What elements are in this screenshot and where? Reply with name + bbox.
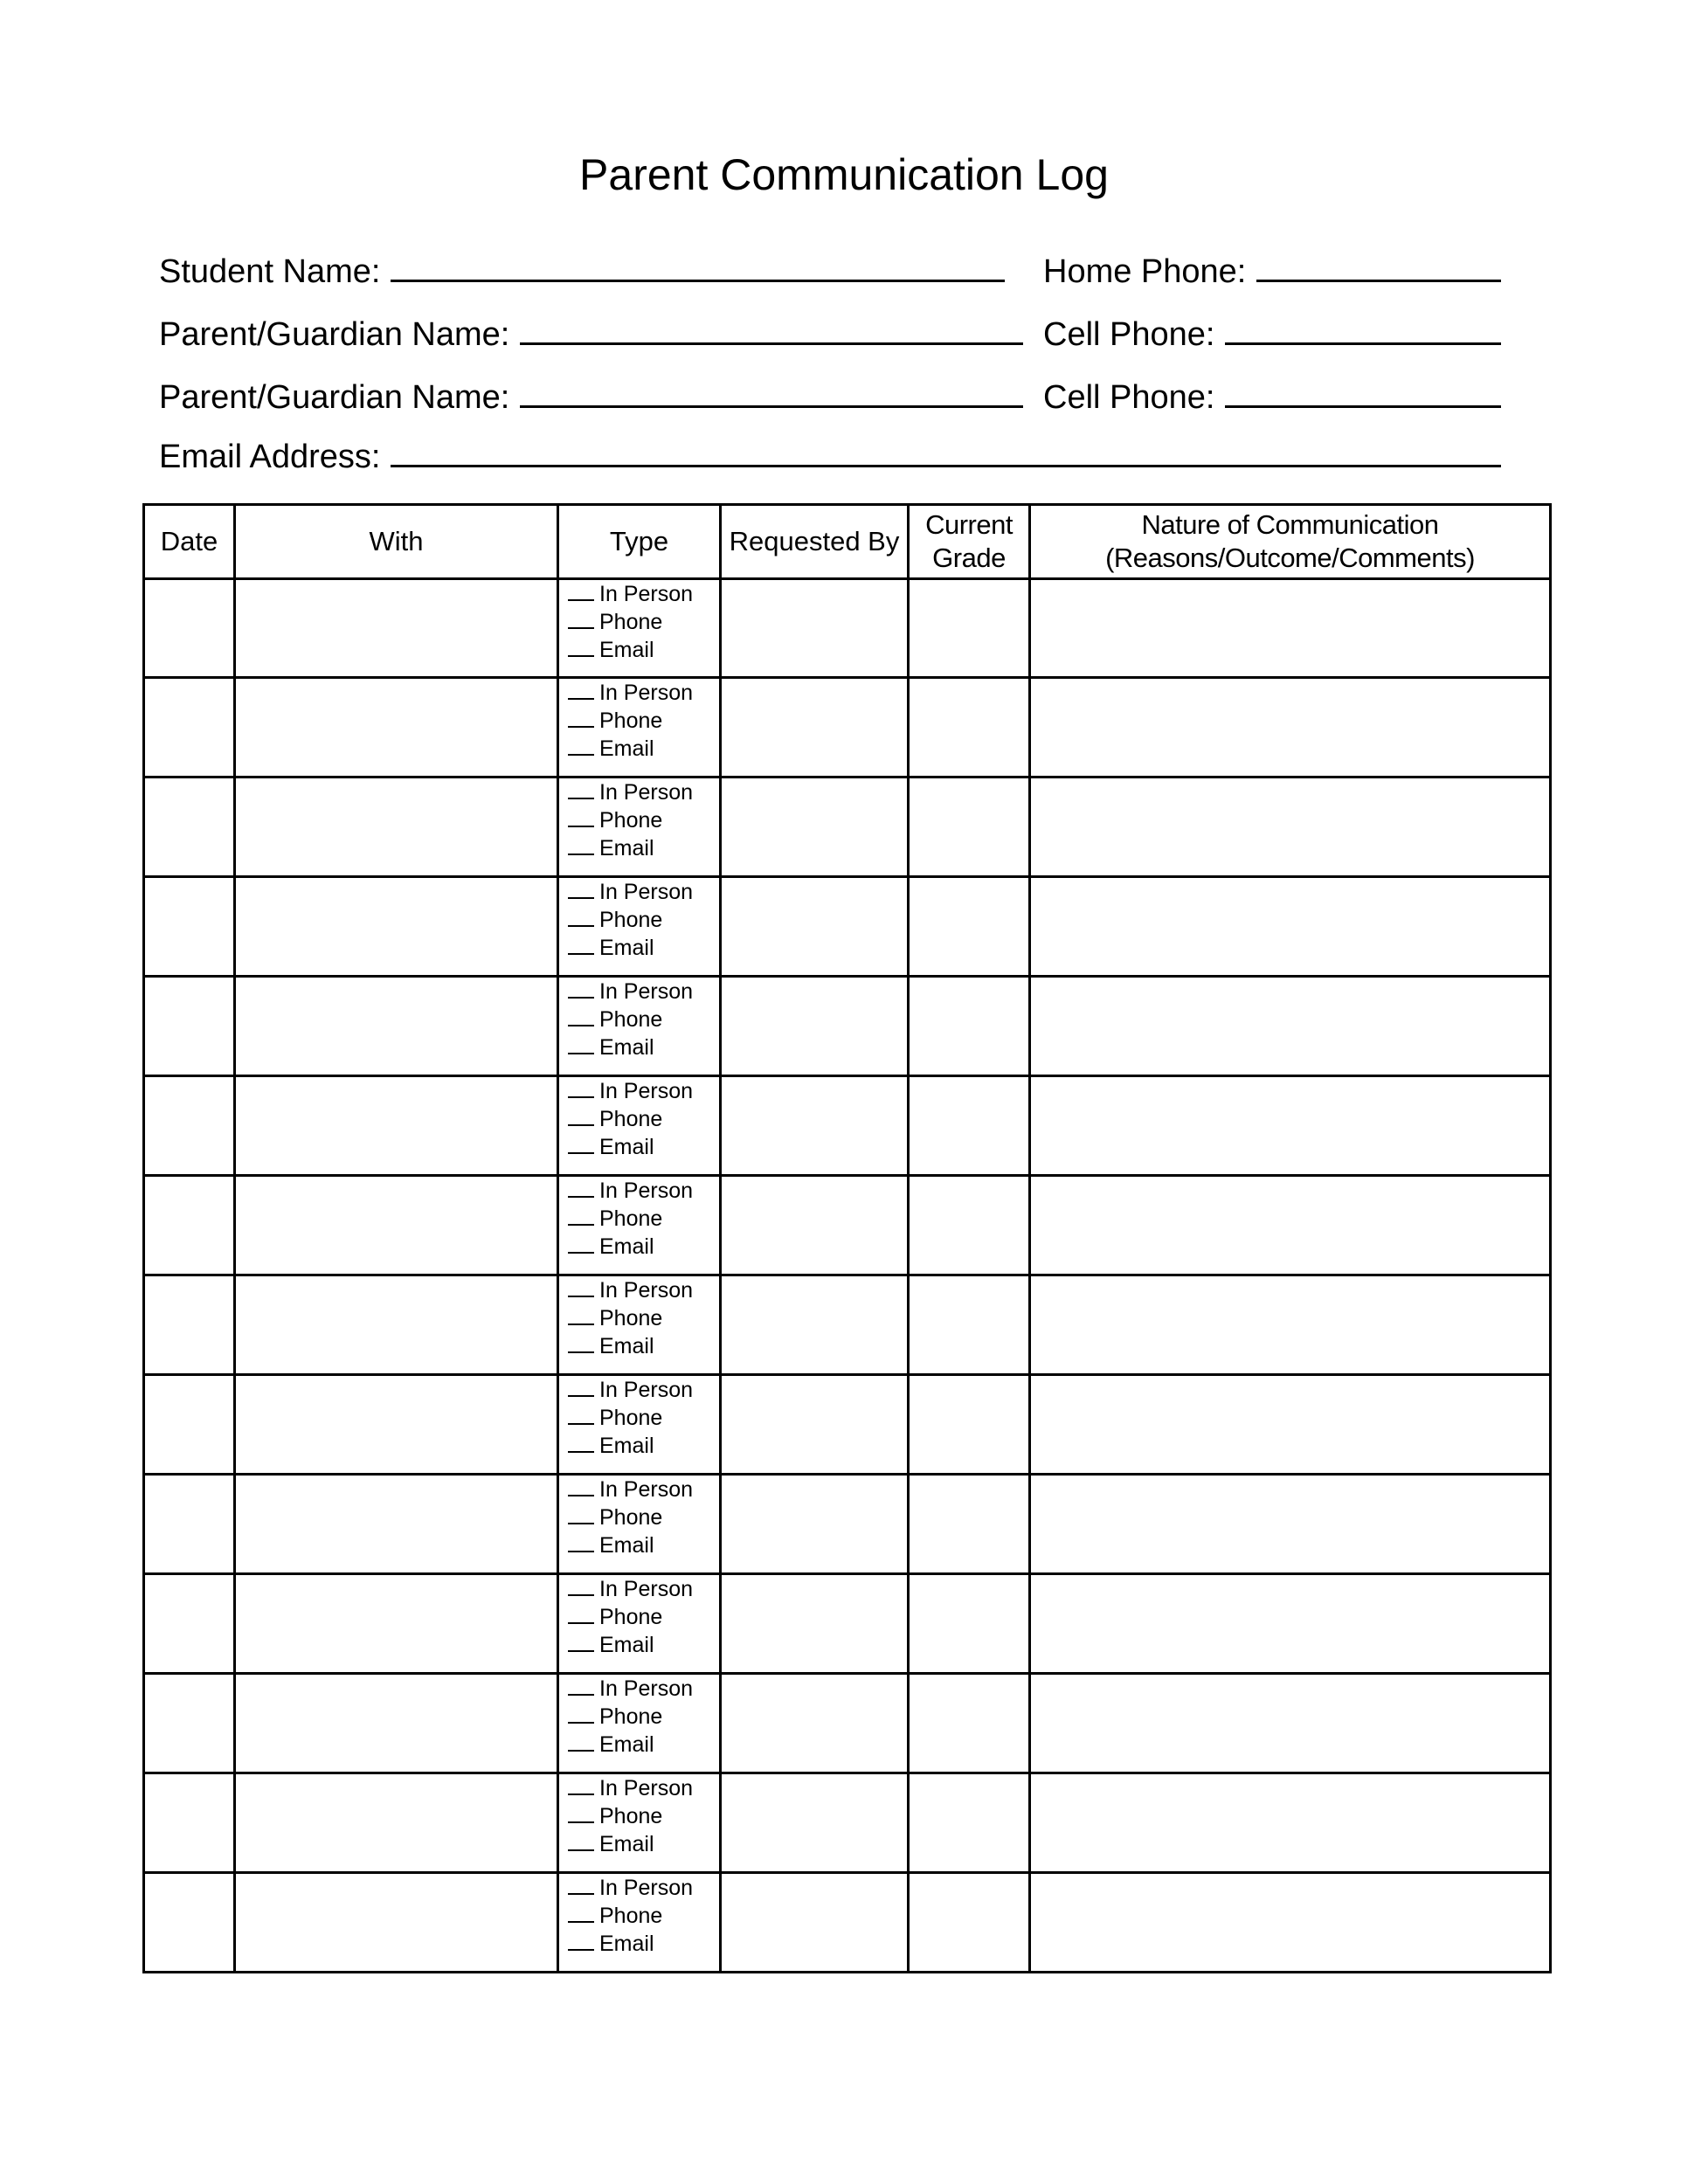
header-requested-by: Requested By: [721, 505, 909, 579]
requested-by-cell[interactable]: [721, 1076, 909, 1176]
type-option-label: In Person: [599, 1876, 694, 1900]
with-cell[interactable]: [235, 579, 558, 678]
type-option-label: Phone: [599, 1206, 663, 1231]
type-option[interactable]: [568, 1774, 719, 1802]
header-type: Type: [558, 505, 721, 579]
type-option-blank[interactable]: [568, 1932, 594, 1951]
with-cell[interactable]: [235, 1574, 558, 1674]
date-cell[interactable]: [144, 1773, 235, 1873]
current-grade-cell[interactable]: [909, 977, 1030, 1076]
type-option-blank[interactable]: [568, 1007, 594, 1026]
header-with: With: [235, 505, 558, 579]
type-option-label: Phone: [599, 1406, 663, 1430]
home-phone-field[interactable]: [1043, 252, 1501, 292]
type-option-label: Email: [599, 638, 654, 662]
requested-by-cell[interactable]: [721, 1574, 909, 1674]
parent-name-line-1[interactable]: [520, 316, 1023, 345]
nature-cell[interactable]: [1030, 778, 1551, 877]
with-cell[interactable]: [235, 1773, 558, 1873]
table-row: [144, 1773, 1551, 1873]
with-cell[interactable]: [235, 1176, 558, 1275]
type-option-label: In Person: [599, 880, 694, 904]
type-option-label: Phone: [599, 1007, 663, 1032]
type-option-label: In Person: [599, 1278, 694, 1303]
current-grade-cell[interactable]: [909, 678, 1030, 778]
type-option[interactable]: [568, 1404, 719, 1432]
type-cell: [558, 1076, 721, 1176]
with-cell[interactable]: [235, 877, 558, 977]
type-cell: [558, 778, 721, 877]
table-row: [144, 977, 1551, 1076]
nature-cell[interactable]: [1030, 1475, 1551, 1574]
type-option[interactable]: [568, 834, 719, 862]
communication-log-table: [142, 503, 1552, 1973]
current-grade-cell[interactable]: [909, 1574, 1030, 1674]
type-option-blank[interactable]: [568, 1577, 594, 1596]
type-option-label: Phone: [599, 1505, 663, 1530]
header-date: Date: [144, 505, 235, 579]
type-option-blank[interactable]: [568, 1804, 594, 1823]
type-option[interactable]: [568, 636, 719, 664]
student-name-field[interactable]: [159, 252, 1005, 292]
type-option[interactable]: [568, 1233, 719, 1261]
type-option-label: Email: [599, 1533, 654, 1558]
home-phone-label: Home Phone:: [1043, 253, 1247, 290]
nature-cell[interactable]: [1030, 1674, 1551, 1773]
type-option[interactable]: [568, 735, 719, 763]
type-option-blank[interactable]: [568, 908, 594, 927]
nature-cell[interactable]: [1030, 1873, 1551, 1973]
date-cell[interactable]: [144, 778, 235, 877]
type-option-blank[interactable]: [568, 1234, 594, 1254]
date-cell[interactable]: [144, 579, 235, 678]
current-grade-cell[interactable]: [909, 579, 1030, 678]
type-option-blank[interactable]: [568, 610, 594, 629]
cell-phone-line-2[interactable]: [1225, 379, 1501, 408]
parent-name-label-2: Parent/Guardian Name:: [159, 379, 510, 416]
nature-cell[interactable]: [1030, 977, 1551, 1076]
type-option-label: Email: [599, 1434, 654, 1458]
type-option[interactable]: [568, 1575, 719, 1603]
type-option[interactable]: [568, 1133, 719, 1161]
type-option[interactable]: [568, 1077, 719, 1105]
nature-cell[interactable]: [1030, 877, 1551, 977]
type-option-blank[interactable]: [568, 1704, 594, 1724]
with-cell[interactable]: [235, 1873, 558, 1973]
type-option-label: Email: [599, 1135, 654, 1159]
cell-phone-label-2: Cell Phone:: [1043, 379, 1215, 416]
email-address-line[interactable]: [391, 439, 1501, 467]
type-cell: [558, 877, 721, 977]
type-option[interactable]: [568, 1531, 719, 1559]
type-option-label: Phone: [599, 1904, 663, 1928]
cell-phone-field-2[interactable]: [1043, 377, 1501, 418]
type-cell: [558, 1574, 721, 1674]
type-cell: [558, 1375, 721, 1475]
current-grade-cell[interactable]: [909, 1773, 1030, 1873]
nature-cell[interactable]: [1030, 1076, 1551, 1176]
type-option-blank[interactable]: [568, 638, 594, 657]
table-body: [144, 579, 1551, 1973]
requested-by-cell[interactable]: [721, 1176, 909, 1275]
nature-cell[interactable]: [1030, 678, 1551, 778]
type-option[interactable]: [568, 707, 719, 735]
type-option-blank[interactable]: [568, 1505, 594, 1524]
type-option[interactable]: [568, 806, 719, 834]
type-option-blank[interactable]: [568, 681, 594, 700]
type-option[interactable]: [568, 1930, 719, 1958]
with-cell[interactable]: [235, 977, 558, 1076]
type-option[interactable]: [568, 1105, 719, 1133]
requested-by-cell[interactable]: [721, 579, 909, 678]
type-option[interactable]: [568, 1731, 719, 1759]
cell-phone-label-1: Cell Phone:: [1043, 316, 1215, 353]
type-option-blank[interactable]: [568, 836, 594, 855]
type-option-blank[interactable]: [568, 1732, 594, 1752]
type-option-label: In Person: [599, 1178, 694, 1203]
table-row: [144, 1176, 1551, 1275]
type-option[interactable]: [568, 934, 719, 962]
current-grade-cell[interactable]: [909, 1375, 1030, 1475]
current-grade-cell[interactable]: [909, 1275, 1030, 1375]
date-cell[interactable]: [144, 1275, 235, 1375]
header-current-grade: [909, 505, 1030, 579]
type-option[interactable]: [568, 1006, 719, 1033]
type-option-blank[interactable]: [568, 1334, 594, 1353]
type-option-blank[interactable]: [568, 1832, 594, 1851]
type-cell: [558, 1873, 721, 1973]
type-option-blank[interactable]: [568, 1904, 594, 1923]
date-cell[interactable]: [144, 1176, 235, 1275]
date-cell[interactable]: [144, 1574, 235, 1674]
type-option[interactable]: [568, 978, 719, 1006]
type-option-blank[interactable]: [568, 1178, 594, 1198]
date-cell[interactable]: [144, 1076, 235, 1176]
current-grade-cell[interactable]: [909, 1475, 1030, 1574]
type-option[interactable]: [568, 1376, 719, 1404]
type-option-label: Email: [599, 936, 654, 960]
type-option[interactable]: [568, 1304, 719, 1332]
cell-phone-line-1[interactable]: [1225, 316, 1501, 345]
type-option[interactable]: [568, 1874, 719, 1902]
type-cell: [558, 579, 721, 678]
type-option-label: Email: [599, 836, 654, 860]
type-option-label: Email: [599, 1633, 654, 1657]
type-option-blank[interactable]: [568, 1605, 594, 1624]
current-grade-cell[interactable]: [909, 778, 1030, 877]
type-option-blank[interactable]: [568, 936, 594, 955]
type-option-label: Phone: [599, 808, 663, 833]
parent-name-field-1[interactable]: [159, 314, 1023, 355]
type-option[interactable]: [568, 1332, 719, 1360]
type-option-blank[interactable]: [568, 1035, 594, 1054]
nature-cell[interactable]: [1030, 1275, 1551, 1375]
type-option-blank[interactable]: [568, 1676, 594, 1696]
type-option[interactable]: [568, 1205, 719, 1233]
table-row: [144, 1674, 1551, 1773]
type-option-label: Phone: [599, 610, 663, 634]
type-option-blank[interactable]: [568, 880, 594, 899]
type-option[interactable]: [568, 1503, 719, 1531]
type-option-blank[interactable]: [568, 1079, 594, 1098]
type-cell: [558, 1275, 721, 1375]
with-cell[interactable]: [235, 1475, 558, 1574]
type-option[interactable]: [568, 1902, 719, 1930]
date-cell[interactable]: [144, 977, 235, 1076]
requested-by-cell[interactable]: [721, 1873, 909, 1973]
type-option-label: In Person: [599, 780, 694, 805]
current-grade-cell[interactable]: [909, 1873, 1030, 1973]
type-option-blank[interactable]: [568, 1876, 594, 1895]
requested-by-cell[interactable]: [721, 1375, 909, 1475]
nature-cell[interactable]: [1030, 1375, 1551, 1475]
type-option-blank[interactable]: [568, 808, 594, 827]
date-cell[interactable]: [144, 678, 235, 778]
type-cell: [558, 1773, 721, 1873]
page-title: Parent Communication Log: [579, 150, 1109, 199]
current-grade-cell[interactable]: [909, 1076, 1030, 1176]
table-row: [144, 678, 1551, 778]
type-option-label: Phone: [599, 1306, 663, 1330]
header-nature-line-1: Nature of Communication: [1141, 509, 1439, 540]
type-option[interactable]: [568, 878, 719, 906]
header-current-grade-line-2: Grade: [932, 543, 1006, 573]
type-option[interactable]: [568, 580, 719, 608]
type-option-label: Phone: [599, 1605, 663, 1629]
type-option-blank[interactable]: [568, 736, 594, 756]
table-header-row: [144, 505, 1551, 579]
type-option[interactable]: [568, 679, 719, 707]
type-option-label: In Person: [599, 1079, 694, 1103]
table-row: [144, 579, 1551, 678]
table-row: [144, 1475, 1551, 1574]
type-option[interactable]: [568, 1033, 719, 1061]
nature-cell[interactable]: [1030, 579, 1551, 678]
type-option-label: Phone: [599, 1804, 663, 1828]
type-option-label: In Person: [599, 1676, 694, 1701]
type-option-blank[interactable]: [568, 1776, 594, 1795]
requested-by-cell[interactable]: [721, 877, 909, 977]
current-grade-cell[interactable]: [909, 1674, 1030, 1773]
requested-by-cell[interactable]: [721, 1674, 909, 1773]
type-option-label: Phone: [599, 908, 663, 932]
type-option-label: In Person: [599, 1477, 694, 1502]
type-option-label: In Person: [599, 1776, 694, 1800]
requested-by-cell[interactable]: [721, 778, 909, 877]
requested-by-cell[interactable]: [721, 1475, 909, 1574]
student-name-line[interactable]: [391, 253, 1005, 282]
header-nature: [1030, 505, 1551, 579]
with-cell[interactable]: [235, 1076, 558, 1176]
type-option[interactable]: [568, 1830, 719, 1858]
requested-by-cell[interactable]: [721, 1275, 909, 1375]
type-option-blank[interactable]: [568, 1434, 594, 1453]
type-option[interactable]: [568, 608, 719, 636]
type-option-blank[interactable]: [568, 1135, 594, 1154]
table-row: [144, 778, 1551, 877]
with-cell[interactable]: [235, 1375, 558, 1475]
type-option-label: Email: [599, 1035, 654, 1060]
type-cell: [558, 977, 721, 1076]
cell-phone-field-1[interactable]: [1043, 314, 1501, 355]
type-option[interactable]: [568, 1177, 719, 1205]
type-option[interactable]: [568, 1631, 719, 1659]
with-cell[interactable]: [235, 1674, 558, 1773]
type-option-blank[interactable]: [568, 1378, 594, 1397]
table-row: [144, 1275, 1551, 1375]
type-option-blank[interactable]: [568, 1278, 594, 1297]
table-row: [144, 1873, 1551, 1973]
type-option-blank[interactable]: [568, 582, 594, 601]
table-row: [144, 1574, 1551, 1674]
type-option-label: In Person: [599, 681, 694, 705]
nature-cell[interactable]: [1030, 1176, 1551, 1275]
current-grade-cell[interactable]: [909, 1176, 1030, 1275]
date-cell[interactable]: [144, 1375, 235, 1475]
type-option-label: Phone: [599, 1704, 663, 1729]
type-option-label: In Person: [599, 582, 694, 606]
type-cell: [558, 1674, 721, 1773]
nature-cell[interactable]: [1030, 1574, 1551, 1674]
type-option[interactable]: [568, 1276, 719, 1304]
type-option-blank[interactable]: [568, 1107, 594, 1126]
type-option-label: In Person: [599, 1577, 694, 1601]
type-option[interactable]: [568, 1432, 719, 1460]
type-cell: [558, 1475, 721, 1574]
date-cell[interactable]: [144, 1873, 235, 1973]
email-address-field[interactable]: [159, 437, 1501, 477]
type-option-blank[interactable]: [568, 1406, 594, 1425]
home-phone-line[interactable]: [1256, 253, 1501, 282]
student-name-label: Student Name:: [159, 253, 381, 290]
email-address-label: Email Address:: [159, 439, 381, 475]
table-row: [144, 877, 1551, 977]
type-option-blank[interactable]: [568, 1633, 594, 1652]
type-option-label: Email: [599, 736, 654, 761]
requested-by-cell[interactable]: [721, 977, 909, 1076]
type-cell: [558, 678, 721, 778]
with-cell[interactable]: [235, 678, 558, 778]
type-option-blank[interactable]: [568, 1306, 594, 1325]
type-option-blank[interactable]: [568, 1533, 594, 1552]
with-cell[interactable]: [235, 1275, 558, 1375]
parent-name-label-1: Parent/Guardian Name:: [159, 316, 510, 353]
type-option-label: Email: [599, 1832, 654, 1856]
type-option[interactable]: [568, 1476, 719, 1503]
parent-name-line-2[interactable]: [520, 379, 1023, 408]
type-cell: [558, 1176, 721, 1275]
type-option-label: Phone: [599, 1107, 663, 1131]
type-option-blank[interactable]: [568, 708, 594, 728]
requested-by-cell[interactable]: [721, 1773, 909, 1873]
type-option-label: Phone: [599, 708, 663, 733]
date-cell[interactable]: [144, 1475, 235, 1574]
type-option[interactable]: [568, 778, 719, 806]
header-current-grade-line-1: Current: [925, 509, 1013, 540]
nature-cell[interactable]: [1030, 1773, 1551, 1873]
type-option-label: Email: [599, 1732, 654, 1757]
type-option[interactable]: [568, 1703, 719, 1731]
type-option-label: Email: [599, 1234, 654, 1259]
type-option[interactable]: [568, 1802, 719, 1830]
type-option-blank[interactable]: [568, 1206, 594, 1226]
type-option-label: Email: [599, 1334, 654, 1358]
current-grade-cell[interactable]: [909, 877, 1030, 977]
table-row: [144, 1375, 1551, 1475]
requested-by-cell[interactable]: [721, 678, 909, 778]
type-option-blank[interactable]: [568, 1477, 594, 1496]
date-cell[interactable]: [144, 877, 235, 977]
parent-name-field-2[interactable]: [159, 377, 1023, 418]
type-option-label: In Person: [599, 979, 694, 1004]
with-cell[interactable]: [235, 778, 558, 877]
type-option[interactable]: [568, 906, 719, 934]
type-option[interactable]: [568, 1675, 719, 1703]
type-option-label: Email: [599, 1932, 654, 1956]
type-option-blank[interactable]: [568, 979, 594, 999]
type-option-label: In Person: [599, 1378, 694, 1402]
date-cell[interactable]: [144, 1674, 235, 1773]
type-option-blank[interactable]: [568, 780, 594, 799]
type-option[interactable]: [568, 1603, 719, 1631]
header-nature-line-2: (Reasons/Outcome/Comments): [1105, 543, 1475, 573]
table-row: [144, 1076, 1551, 1176]
